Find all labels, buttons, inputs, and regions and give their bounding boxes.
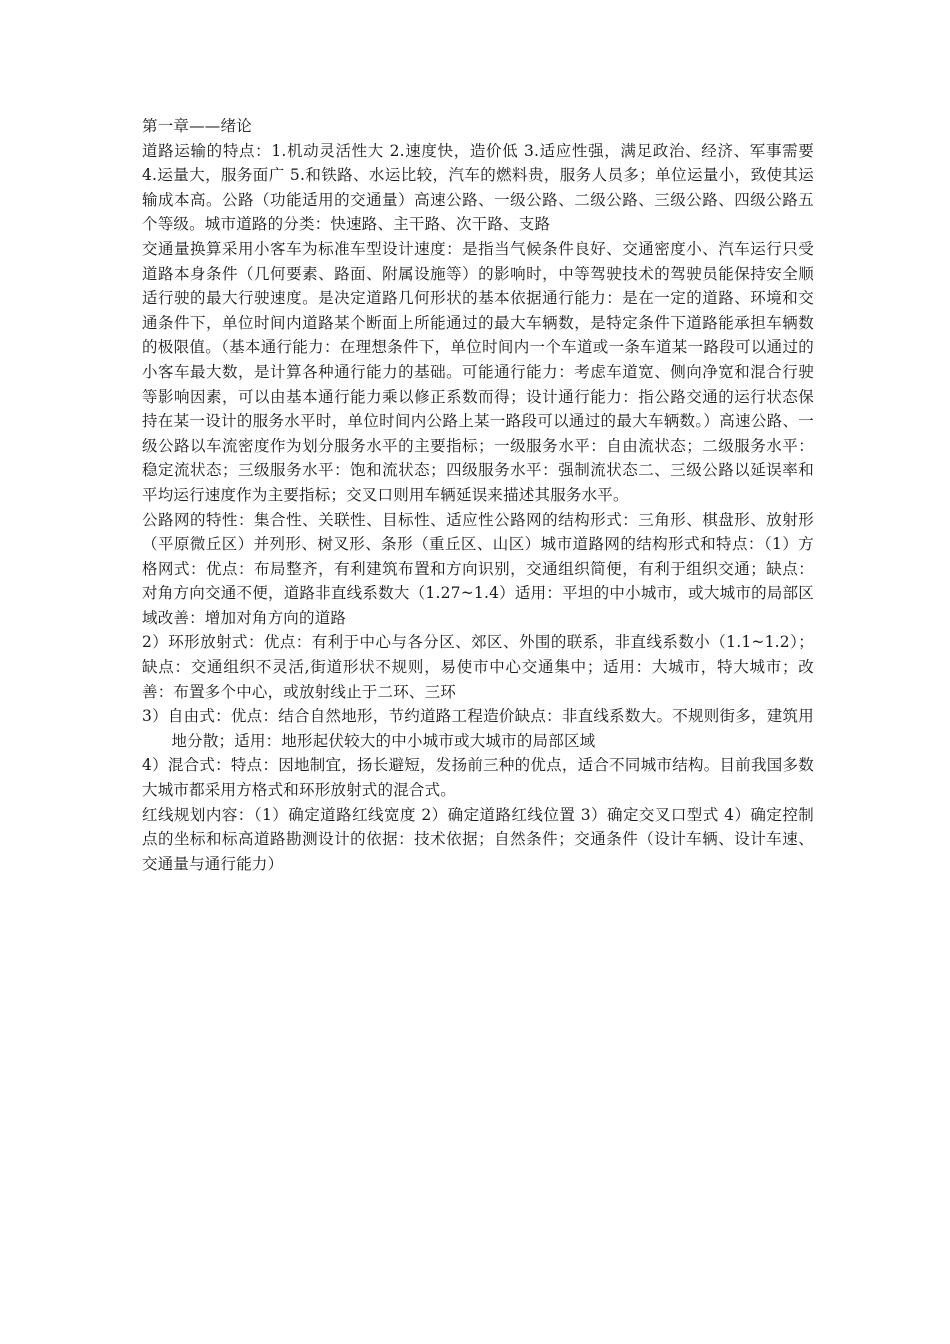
paragraph-red-line-planning: 红线规划内容：（1）确定道路红线宽度 2）确定道路红线位置 3）确定交叉口型式 4）确定控制点的坐标和标高道路勘测设计的依据：技术依据；自然条件；交通条件（设计车辆、设计车速、交通量与通行能力） bbox=[142, 805, 814, 873]
chapter-title: 第一章——绪论 bbox=[142, 117, 252, 135]
paragraph-road-transport-features: 道路运输的特点：1.机动灵活性大 2.速度快，造价低 3.适应性强，满足政治、经济、军事需要 4.运量大，服务面广 5.和铁路、水运比较，汽车的燃料贵，服务人员多；单位运量小，致使其运输成本高。公路（功能适用的交通量）高速公路、一级公路、二级公路、三级公路、四级公路五个等级。城市道路的分类：快速路、主干路、次干路、支路 bbox=[142, 141, 814, 234]
document-body bbox=[142, 114, 814, 876]
paragraph-design-speed-capacity: 交通量换算采用小客车为标准车型设计速度：是指当气候条件良好、交通密度小、汽车运行只受道路本身条件（几何要素、路面、附属设施等）的影响时，中等驾驶技术的驾驶员能保持安全顺适行驶的最大行驶速度。是决定道路几何形状的基本依据通行能力：是在一定的道路、环境和交通条件下，单位时间内道路某个断面上所能通过的最大车辆数，是特定条件下道路能承担车辆数的极限值。（基本通行能力：在理想条件下，单位时间内一个车道或一条车道某一路段可以通过的小客车最大数，是计算各种通行能力的基础。可能通行能力：考虑车道宽、侧向净宽和混合行驶等影响因素，可以由基本通行能力乘以修正系数而得；设计通行能力：指公路交通的运行状态保持在某一设计的服务水平时，单位时间内公路上某一路段可以通过的最大车辆数。）高速公路、一级公路以车流密度作为划分服务水平的主要指标；一级服务水平：自由流状态；二级服务水平：稳定流状态；三级服务水平：饱和流状态；四级服务水平：强制流状态二、三级公路以延误率和平均运行速度作为主要指标；交叉口则用车辆延误来描述其服务水平。 bbox=[142, 239, 814, 504]
paragraph-road-network: 公路网的特性：集合性、关联性、目标性、适应性公路网的结构形式：三角形、棋盘形、放射形（平原微丘区）并列形、树叉形、条形（重丘区、山区）城市道路网的结构形式和特点：（1）方格网式：优点：布局整齐，有利建筑布置和方向识别，交通组织简便，有利于组织交通；缺点：对角方向交通不便，道路非直线系数大（1.27~1.4）适用：平坦的中小城市，或大城市的局部区域改善：增加对角方向的道路 bbox=[142, 510, 814, 627]
paragraph-free-form: 3）自由式：优点：结合自然地形，节约道路工程造价缺点：非直线系数大。不规则街多，建筑用地分散；适用：地形起伏较大的中小城市或大城市的局部区域 bbox=[142, 707, 814, 750]
paragraph-ring-radial: 2）环形放射式：优点：有利于中心与各分区、郊区、外围的联系，非直线系数小（1.1~1.2）；缺点：交通组织不灵活,街道形状不规则，易使市中心交通集中；适用：大城市，特大城市；改善：布置多个中心，或放射线止于二环、三环 bbox=[142, 633, 814, 701]
paragraph-mixed: 4）混合式：特点：因地制宜，扬长避短，发扬前三种的优点，适合不同城市结构。目前我国多数大城市都采用方格式和环形放射式的混合式。 bbox=[142, 756, 814, 800]
